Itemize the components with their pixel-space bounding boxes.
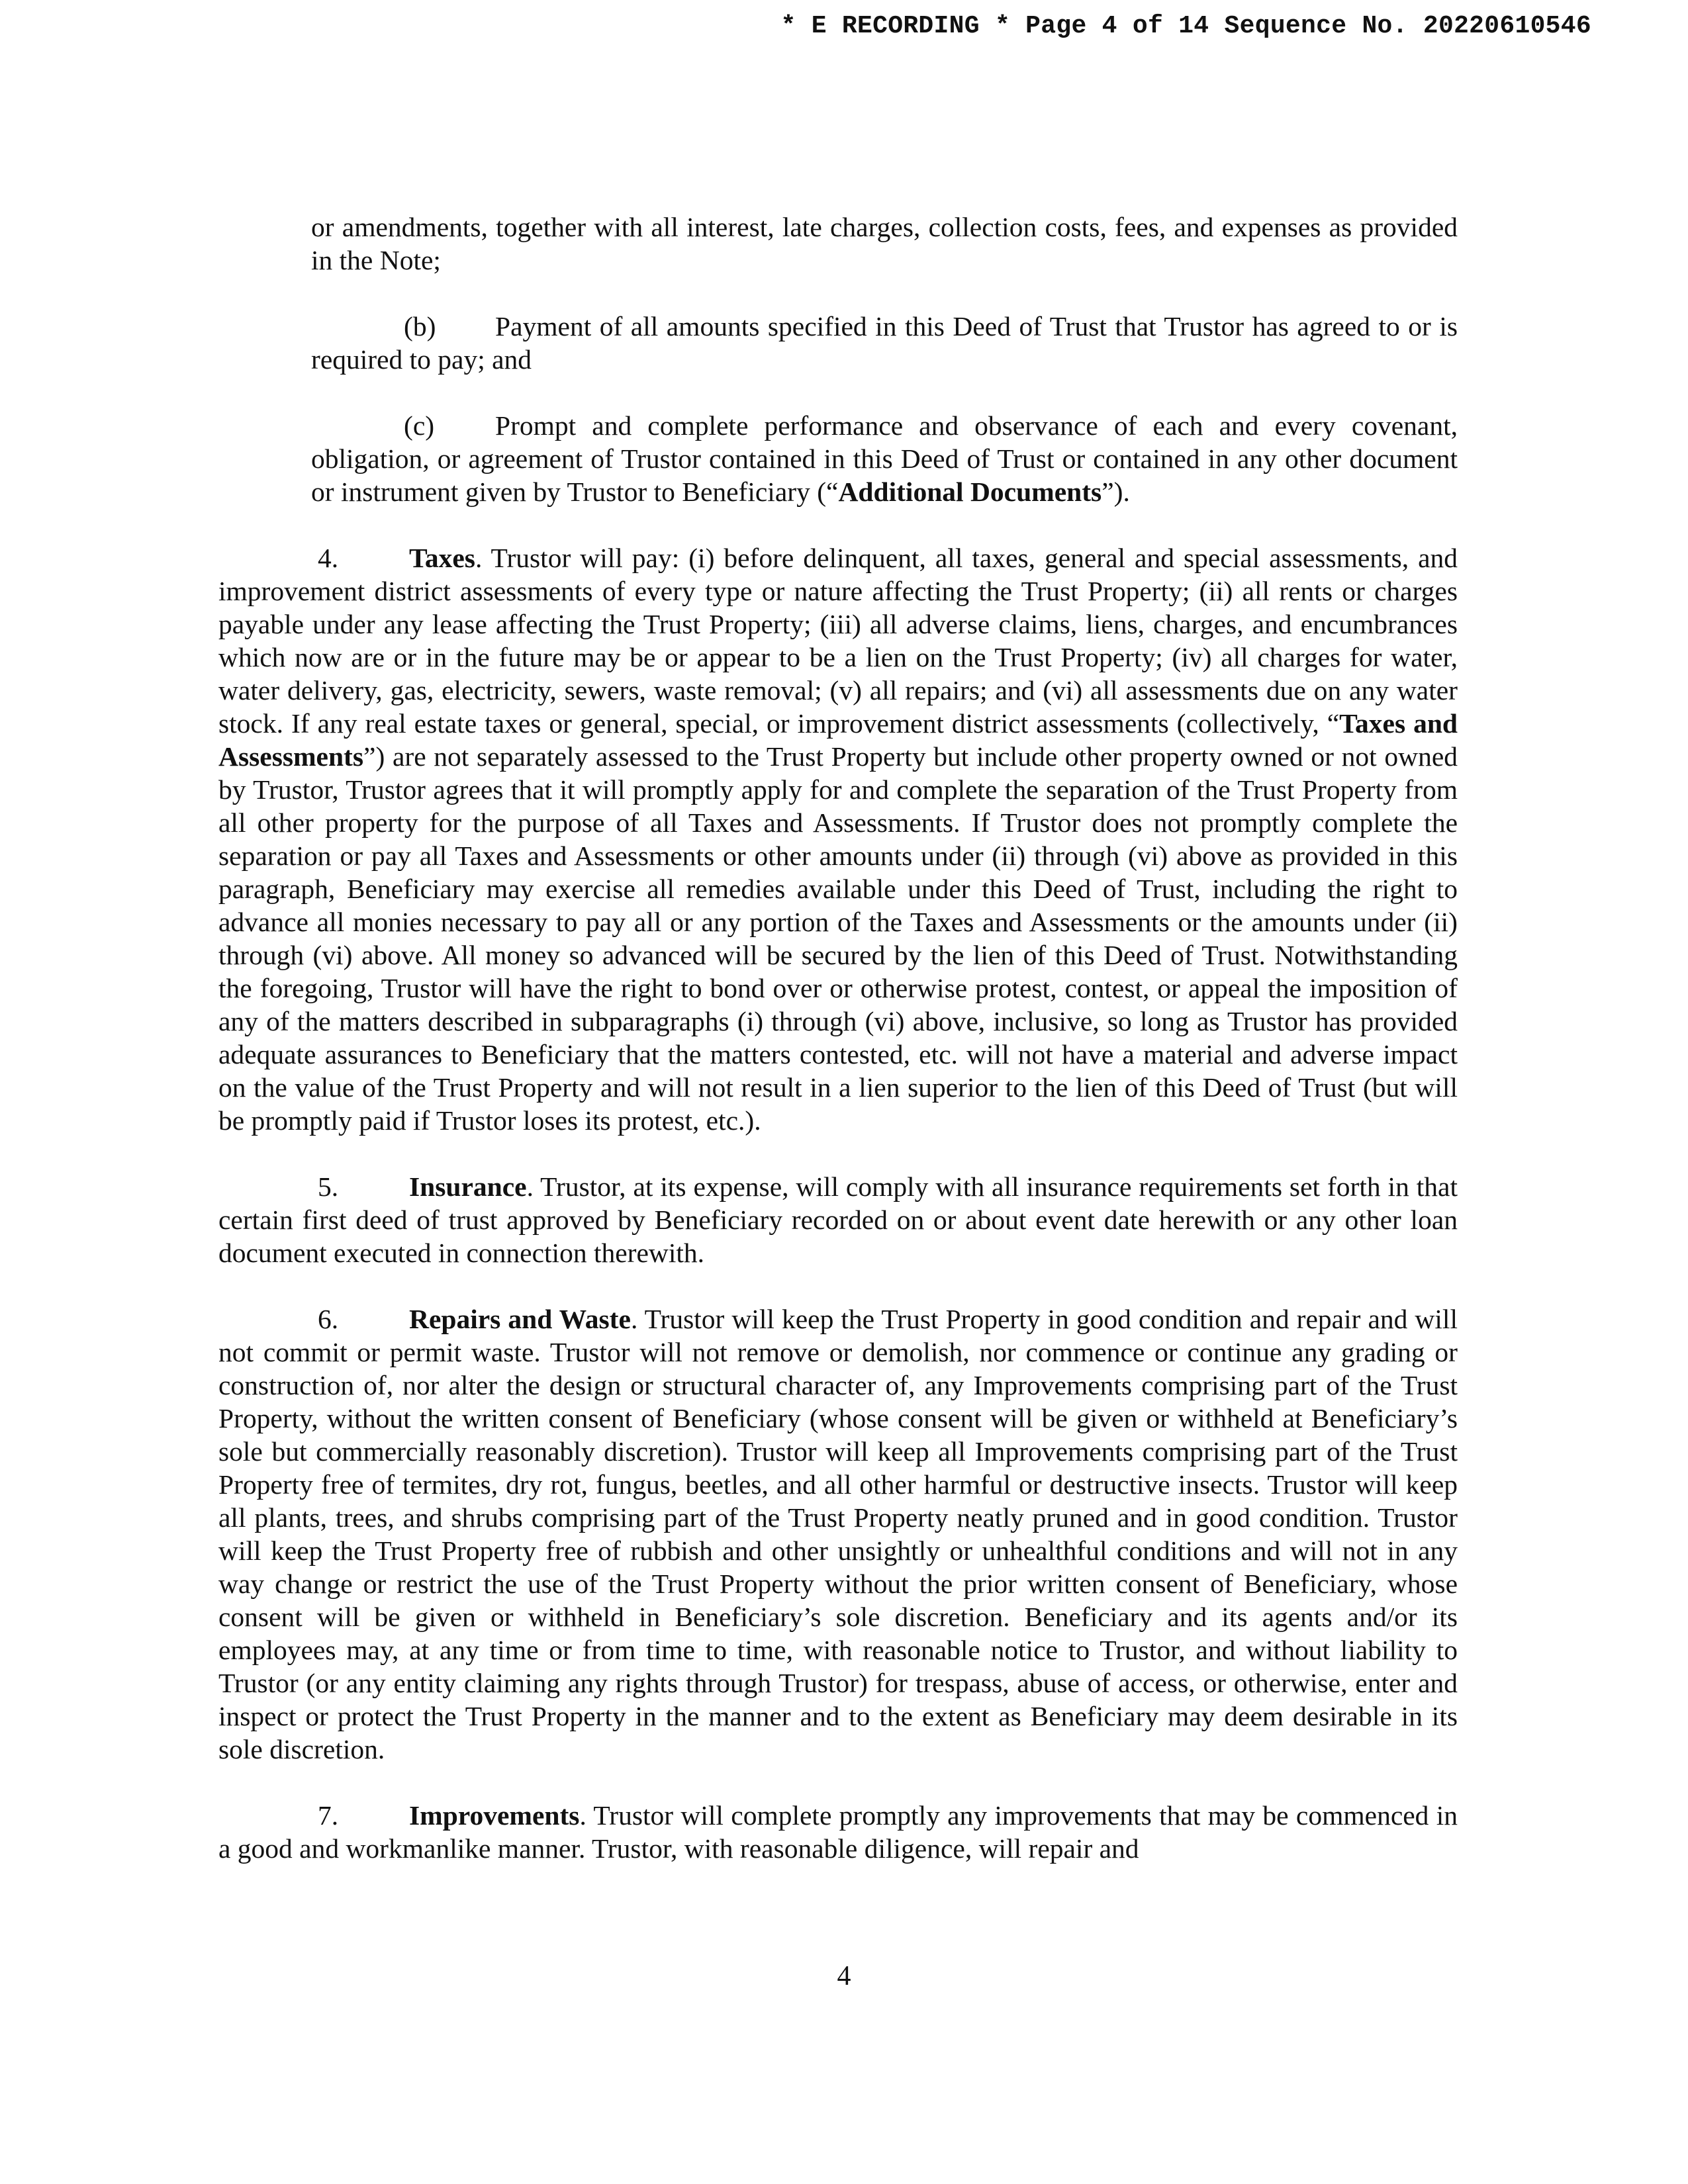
section-heading: Insurance (409, 1171, 527, 1202)
subparagraph-marker: (b) (404, 311, 436, 341)
section-insurance (218, 1170, 1458, 1269)
section-text: ”) are not separately assessed to the Trust Property but include other property owned or not owned by Trustor, Trustor agrees that it will promptly apply for and complete the separation of the Trust Property from all other property for the purpose of all Taxes and Assessments. If Trustor does not promptly complete the separation or pay all Taxes and Assessments or other amounts under (ii) through (vi) above as provided in this paragraph, Beneficiary may exercise all remedies available under this Deed of Trust, including the right to advance all monies necessary to pay all or any portion of the Taxes and Assessments or the amounts under (ii) through (vi) above. All money so advanced will be secured by the lien of this Deed of Trust. Notwithstanding the foregoing, Trustor will have the right to bond over or otherwise protest, contest, or appeal the imposition of any of the matters described in subparagraphs (i) through (vi) above, inclusive, so long as Trustor has provided adequate assurances to Beneficiary that the matters contested, etc. will not have a material and adverse impact on the value of the Trust Property and will not result in a lien superior to the lien of this Deed of Trust (but will be promptly paid if Trustor loses its protest, etc.). (218, 741, 1458, 1136)
subparagraph-b (311, 310, 1458, 376)
section-heading: Repairs and Waste (409, 1304, 631, 1334)
subparagraph-c (311, 409, 1458, 508)
section-repairs-and-waste (218, 1302, 1458, 1766)
section-text: . Trustor will pay: (i) before delinquent, all taxes, general and special assessments, and improvement district assessments of every type or nature affecting the Trust Property; (ii) all rents or charges payable under any lease affecting the Trust Property; (iii) all adverse claims, liens, charges, and encumbrances which now are or in the future may be or appear to be a lien on the Trust Property; (iv) all charges for water, water delivery, gas, electricity, sewers, waste removal; (v) all repairs; and (vi) all assessments due on any water stock. If any real estate taxes or general, special, or improvement district assessments (collectively, “ (218, 543, 1458, 739)
section-heading: Taxes (409, 543, 475, 573)
section-heading: Improvements (409, 1800, 580, 1831)
document-body (218, 210, 1458, 1898)
defined-term: Additional Documents (838, 477, 1102, 507)
section-text: . Trustor will complete promptly any improvements that may be commenced in a good and workmanlike manner. Trustor, with reasonable diligence, will repair and (218, 1800, 1458, 1864)
continuation-paragraph: or amendments, together with all interest, late charges, collection costs, fees, and expenses as provided in the Note; (311, 212, 1458, 275)
section-taxes (218, 541, 1458, 1137)
section-number: 7. (318, 1800, 339, 1831)
defined-term: Taxes and Assessments (218, 708, 1458, 772)
page-number: 4 (837, 1961, 851, 1991)
subparagraph-text: ”). (1102, 477, 1130, 507)
section-text: . Trustor will keep the Trust Property in good condition and repair and will not commit or permit waste. Trustor will not remove or demolish, nor commence or continue any grading or construction of, nor alter the design or structural character of, any Improvements comprising part of the Trust Property, without the written consent of Beneficiary (whose consent will be given or withheld at Beneficiary’s sole but commercially reasonably discretion). Trustor will keep all Improvements comprising part of the Trust Property free of termites, dry rot, fungus, beetles, and all other harmful or destructive insects. Trustor will keep all plants, trees, and shrubs comprising part of the Trust Property neatly pruned and in good condition. Trustor will keep the Trust Property free of rubbish and other unsightly or unhealthful conditions and will not in any way change or restrict the use of the Trust Property without the prior written consent of Beneficiary, whose consent will be given or withheld in Beneficiary’s sole discretion. Beneficiary and its agents and/or its employees may, at any time or from time to time, with reasonable notice to Trustor, and without liability to Trustor (or any entity claiming any rights through Trustor) for trespass, abuse of access, or otherwise, enter and inspect or protect the Trust Property in the manner and to the extent as Beneficiary may deem desirable in its sole discretion. (218, 1304, 1458, 1764)
subparagraph-text: Prompt and complete performance and observance of each and every covenant, obligation, or agreement of Trustor contained in this Deed of Trust or contained in any other document or instrument given by Trustor to Beneficiary (“ (311, 410, 1458, 507)
section-number: 6. (318, 1304, 339, 1334)
subparagraph-text: Payment of all amounts specified in this Deed of Trust that Trustor has agreed to or is required to pay; and (311, 311, 1458, 375)
section-text: . Trustor, at its expense, will comply with all insurance requirements set forth in that certain first deed of trust approved by Beneficiary recorded on or about event date herewith or any other loan document executed in connection therewith. (218, 1171, 1458, 1268)
section-improvements (218, 1799, 1458, 1865)
section-number: 4. (318, 543, 339, 573)
subparagraph-marker: (c) (404, 410, 435, 441)
section-number: 5. (318, 1171, 339, 1202)
recording-stamp: * E RECORDING * Page 4 of 14 Sequence No. 20220610546 (780, 12, 1591, 40)
